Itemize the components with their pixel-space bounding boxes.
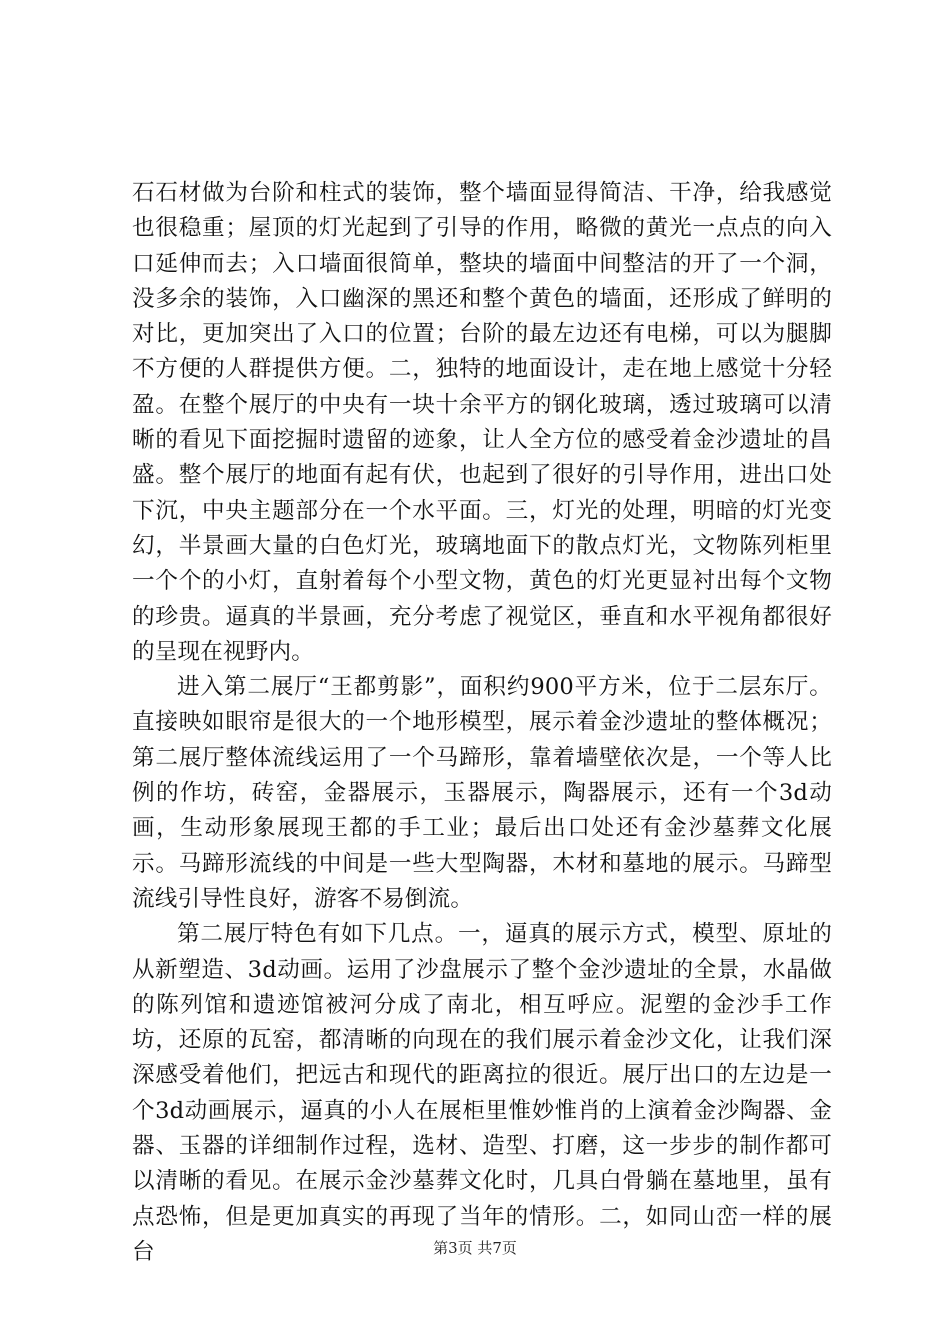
body-text [132, 176, 832, 1270]
paragraph-1: 石石材做为台阶和柱式的装饰，整个墙面显得简洁、干净，给我感觉也很稳重；屋顶的灯光起到了引导的作用，略微的黄光一点点的向入口延伸而去；入口墙面很简单，整块的墙面中间整洁的开了一个洞，没多余的装饰，入口幽深的黑还和整个黄色的墙面，还形成了鲜明的对比，更加突出了入口的位置；台阶的最左边还有电梯，可以为腿脚不方便的人群提供方便。二，独特的地面设计，走在地上感觉十分轻盈。在整个展厅的中央有一块十余平方的钢化玻璃，透过玻璃可以清晰的看见下面挖掘时遗留的迹象，让人全方位的感受着金沙遗址的昌盛。整个展厅的地面有起有伏，也起到了很好的引导作用，进出口处下沉，中央主题部分在一个水平面。三，灯光的处理，明暗的灯光变幻，半景画大量的白色灯光，玻璃地面下的散点灯光，文物陈列柜里一个个的小灯，直射着每个小型文物，黄色的灯光更显衬出每个文物的珍贵。逼真的半景画，充分考虑了视觉区，垂直和水平视角都很好的呈现在视野内。 [132, 180, 832, 665]
page-number-footer: 第3页 共7页 [433, 1239, 517, 1257]
paragraph-3: 第二展厅特色有如下几点。一，逼真的展示方式，模型、原址的从新塑造、3d动画。运用了沙盘展示了整个金沙遗址的全景，水晶做的陈列馆和遗迹馆被河分成了南北，相互呼应。泥塑的金沙手工作坊，还原的瓦窑，都清晰的向现在的我们展示着金沙文化，让我们深深感受着他们，把远古和现代的距离拉的很近。展厅出口的左边是一个3d动画展示，逼真的小人在展柜里惟妙惟肖的上演着金沙陶器、金器、玉器的详细制作过程，选材、造型、打磨，这一步步的制作都可以清晰的看见。在展示金沙墓葬文化时，几具白骨躺在墓地里，虽有点恐怖，但是更加真实的再现了当年的情形。二，如同山峦一样的展台 [132, 921, 832, 1265]
paragraph-2: 进入第二展厅“王都剪影”，面积约900平方米，位于二层东厅。直接映如眼帘是很大的一个地形模型，展示着金沙遗址的整体概况；第二展厅整体流线运用了一个马蹄形，靠着墙壁依次是，一个等人比例的作坊，砖窑，金器展示，玉器展示，陶器展示，还有一个3d动画，生动形象展现王都的手工业；最后出口处还有金沙墓葬文化展示。马蹄形流线的中间是一些大型陶器，木材和墓地的展示。马蹄型流线引导性良好，游客不易倒流。 [132, 674, 832, 912]
